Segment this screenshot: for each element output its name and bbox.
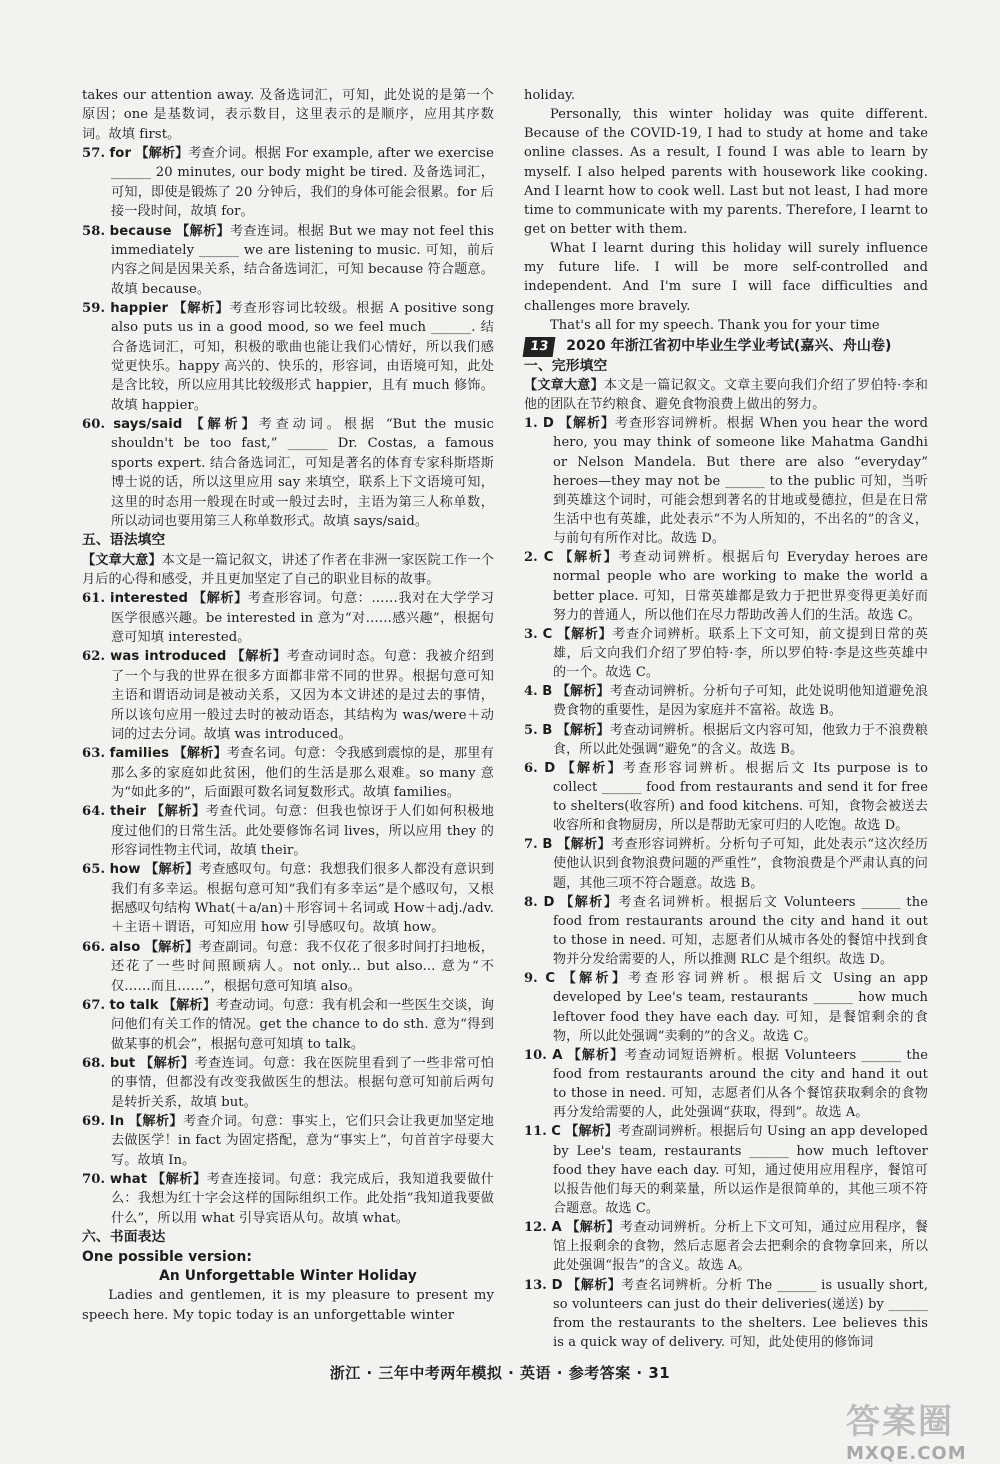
section-title-cloze: 一、完形填空 <box>524 357 608 374</box>
answer-key: C <box>542 626 553 642</box>
answer-entry <box>82 938 494 996</box>
summary-text: 本文是一篇记叙文。文章主要向我们介绍了罗伯特·李和他的团队在节约粮食、避免食物浪费上做出的努力。 <box>524 377 928 413</box>
analysis-text: 考查副词辨析。根据后句 Using an app developed by Lee's team, restaurants ______ how much leftover food they have each day. 可知，通过使用应用程序，餐馆可以报告他们每天的剩菜量，所以运作是很简单的，其他三项不符合题意。故选 C。 <box>553 1124 929 1217</box>
question-number: 4. <box>524 684 538 700</box>
analysis-text: 考查连接词。句意：我完成后，我知道我要做什么：我想为红十字会这样的国际组织工作。此处指“我知道我要做什么”，所以用 what 引导宾语从句。故填 what。 <box>111 1172 495 1226</box>
answer-entry <box>82 647 494 744</box>
analysis-text: 考查连词。根据 But we may not feel this immediately ______ we are listening to music. 可知，前后内容之间是因果关系，结合备选词汇，可知 because 符合题意。故填 because。 <box>111 223 495 297</box>
answer-key: C <box>543 550 554 566</box>
possible-version-label: One possible version: <box>82 1248 253 1265</box>
essay-paragraph: What I learnt during this holiday will surely influence my future life. I will be more self-controlled and independent. And I'm sure I will face difficulties and challenges more bravely. <box>524 241 928 314</box>
question-number: 62. <box>82 649 106 665</box>
answer-entry <box>82 144 494 221</box>
analysis-tag: 【解析】 <box>192 591 248 607</box>
answer-key: B <box>542 684 553 700</box>
answer-key: happier <box>110 300 169 316</box>
left-intro <box>82 86 494 144</box>
analysis-text: 考查感叹句。句意：我想我们很多人都没有意识到我们有多幸运。根据句意可知“我们有多幸运”是个感叹句，又根据感叹句结构 What(＋a/an)＋形容词＋名词或 How＋adj./adv.＋主语＋谓语，可知应用 how 引导感叹句。故填 how。 <box>111 862 494 936</box>
analysis-text: 考查动词。句意：我有机会和一些医生交谈，询问他们有关工作的情况。get the chance to do sth. 意为“得到做某事的机会”，根据句意可知填 to talk。 <box>111 997 494 1052</box>
analysis-text: 考查名词辨析。分析 The ______ is usually short, so volunteers can just do their deliveries(递送) by ______ from the restaurants to the shelters. Lee believes this is a quick way of delivery. 可知，此处使用的修饰词 <box>553 1277 929 1350</box>
intro-paragraph: takes our attention away. 及备选词汇，可知，此处说的是第一个原因；one 是基数词，表示数目，这里表示的是顺序，应用其序数词。故填 first。 <box>82 88 494 142</box>
answer-entry <box>524 759 928 836</box>
essay-body <box>524 105 928 335</box>
analysis-text: 考查动词。根据 “But the music shouldn't be too fast,” ______ Dr. Costas, a famous sports expert. 结合备选词汇，可知是著名的体育专家科斯塔斯博士说的话，所以这里应用 say 来填空，联系上下文语境可知，这里的时态用一般现在时或一般过去时，主语为第三人称单数，所以动词也要用第三人称单数形式。故填 says/said。 <box>111 417 494 529</box>
analysis-tag: 【解析】 <box>565 1124 618 1140</box>
answer-key: interested <box>109 591 189 607</box>
analysis-tag: 【解析】 <box>559 416 615 432</box>
answer-entry <box>524 625 928 682</box>
essay-paragraph: Ladies and gentlemen, it is my pleasure to present my speech here. My topic today is an unforgettable winter <box>82 1288 494 1323</box>
analysis-text: 考查动词短语辨析。根据 Volunteers ______ the food from restaurants around the city and hand it out to those in need. 可知，志愿者们从各个餐馆获取剩余的食物再分发给需要的人，此处强调“获取，得到”。故选 A。 <box>553 1047 929 1121</box>
answer-key: their <box>109 804 147 820</box>
question-number: 69. <box>82 1114 106 1130</box>
analysis-text: 考查名词辨析。根据后文 Volunteers ______ the food from restaurants around the city and hand it out to those in need. 可知，志愿者们从城市各处的餐馆中找到食物并分发给需要的人，所以推测 RLC 是个组织。故选 D。 <box>553 894 929 968</box>
analysis-text: 考查名词。句意：令我感到震惊的是，那里有那么多的家庭如此贫困，他们的生活是那么艰难。so many 意为“如此多的”，后面跟可数名词复数形式。故填 families。 <box>111 746 495 800</box>
page-footer: 浙江 · 三年中考两年模拟 · 英语 · 参考答案 · 31 <box>329 1364 671 1382</box>
answer-key: to talk <box>109 997 159 1013</box>
answer-key: D <box>544 760 556 776</box>
answer-entry <box>524 1276 928 1353</box>
section-title-grammar: 五、语法填空 <box>82 532 166 549</box>
analysis-text: 考查形容词比较级。根据 A positive song also puts us in a good mood, so we feel much ______. 结合备选词汇，可知，积极的歌曲也能让我们心情好，所以我们感觉更快乐。happy 高兴的、快乐的，形容词，由语境可知，此处是含比较，所以应用其比较级形式 happier，且有 much 修饰。故填 happier。 <box>111 300 495 413</box>
analysis-tag: 【解析】 <box>145 862 199 878</box>
answer-key: was introduced <box>110 649 227 665</box>
article-summary-grammar <box>82 551 494 590</box>
answer-entry <box>82 860 494 937</box>
analysis-tag: 【解析】 <box>190 417 259 433</box>
left-column <box>82 86 494 1325</box>
analysis-tag: 【解析】 <box>557 626 613 642</box>
answer-entry <box>524 682 928 720</box>
analysis-text: 考查连词。句意：我在医院里看到了一些非常可怕的事情，但都没有改变我做医生的想法。根据句意可知前后两句是转折关系，故填 but。 <box>111 1055 494 1110</box>
analysis-text: 考查代词。句意：但我也惊讶于人们如何积极地度过他们的日常生活。此处要修饰名词 lives，所以应用 they 的形容词性物主代词，故填 their。 <box>111 804 494 859</box>
essay-paragraph: Personally, this winter holiday was quite different. Because of the COVID-19, I had to study at home and take online classes. As a result, I found I was able to learn by myself. I also helped parents with housework like cooking. And I learnt how to cook well. Last but not least, I had more time to communicate with my parents. Therefore, I learnt to get on better with them. <box>524 107 929 237</box>
question-number: 10. <box>524 1047 547 1063</box>
answer-entry <box>82 222 494 299</box>
answer-list-a <box>82 144 494 531</box>
answer-entry <box>524 835 928 892</box>
answer-key: for <box>109 146 132 162</box>
answer-entry <box>82 415 494 531</box>
analysis-tag: 【解析】 <box>139 1055 195 1071</box>
question-number: 58. <box>82 223 106 239</box>
answer-entry <box>524 548 928 625</box>
answer-entry <box>82 1054 494 1112</box>
answer-key: how <box>109 862 141 878</box>
watermark <box>846 1394 986 1464</box>
analysis-tag: 【解析】 <box>128 1114 183 1130</box>
question-number: 3. <box>524 626 538 642</box>
analysis-tag: 【解析】 <box>144 939 199 955</box>
analysis-tag: 【解析】 <box>561 760 623 776</box>
answer-key: because <box>109 223 172 239</box>
answer-entry <box>82 299 494 415</box>
analysis-text: 考查动词辨析。分析句子可知，此处说明他知道避免浪费食物的重要性，是因为家庭并不富裕。故选 B。 <box>553 684 929 719</box>
answer-entry <box>524 1218 928 1275</box>
watermark-logo: 答案圈 <box>846 1402 954 1442</box>
exam-title: 2020 年浙江省初中毕业生学业考试(嘉兴、舟山卷) <box>566 338 892 355</box>
answer-key: what <box>109 1172 148 1188</box>
analysis-tag: 【解析】 <box>162 997 216 1013</box>
exam-number-badge: 13 <box>523 337 556 357</box>
question-number: 68. <box>82 1055 106 1071</box>
question-number: 64. <box>82 804 106 820</box>
answer-key: D <box>542 416 554 432</box>
question-number: 61. <box>82 591 106 607</box>
analysis-text: 考查动词辨析。根据后句 Everyday heroes are normal people who are working to make the world a better place. 可知，日常英雄都是致力于把世界变得更美好而努力的普通人，所以他们在尽力帮助改善人们的生活。故选 C。 <box>553 550 928 623</box>
summary-label: 【文章大意】 <box>524 377 604 393</box>
question-number: 59. <box>82 300 106 316</box>
answer-key: C <box>551 1124 561 1140</box>
answer-key: C <box>545 971 556 987</box>
question-number: 5. <box>524 722 538 738</box>
answer-key: D <box>543 894 555 910</box>
answer-key: B <box>542 722 553 738</box>
analysis-text: 考查形容词辨析。分析句子可知，此处表示“这次经历使他认识到食物浪费问题的严重性”，食物浪费是个严肃认真的问题，其他三项不符合题意。故选 B。 <box>553 837 929 891</box>
answer-entry <box>524 1046 928 1123</box>
analysis-tag: 【解析】 <box>150 804 206 820</box>
question-number: 9. <box>524 971 538 987</box>
question-number: 13. <box>524 1277 547 1293</box>
analysis-text: 考查介词。根据 For example, after we exercise ______ 20 minutes, our body might be tired. 及备选词汇，可知，即使是锻炼了 20 分钟后，我们的身体可能会很累。for 后接一段时间，故填 for。 <box>111 146 495 220</box>
answer-entry <box>82 1170 494 1228</box>
analysis-text: 考查动词辨析。分析上下文可知，通过应用程序，餐馆上报剩余的食物，然后志愿者会去把剩余的食物拿回来，所以此处强调“报告”的含义。故选 A。 <box>553 1220 929 1274</box>
analysis-tag: 【解析】 <box>560 894 619 910</box>
right-column <box>524 86 928 1352</box>
analysis-tag: 【解析】 <box>173 746 227 762</box>
answer-entry <box>82 1112 494 1170</box>
analysis-text: 考查动词辨析。根据后文内容可知，他致力于不浪费粮食，所以此处强调“避免”的含义。故选 B。 <box>553 722 929 757</box>
answer-entry <box>524 893 928 970</box>
analysis-tag: 【解析】 <box>556 722 610 738</box>
article-summary-cloze <box>524 376 928 414</box>
analysis-tag: 【解析】 <box>559 550 619 566</box>
analysis-tag: 【解析】 <box>151 1172 207 1188</box>
essay-continuation: holiday. <box>524 88 576 103</box>
answer-entry <box>82 744 494 802</box>
analysis-text: 考查形容词辨析。根据 When you hear the word hero, you may think of someone like Mahatma Gandhi or Nelson Mandela. But there are also “everyday” heroes—they may not be ______ to the public 可知，当听到英雄这个词时，可能会想到著名的甘地或曼德拉，但是在日常生活中也有英雄，此处表示“不为人所知的，不出名的”的含义，与前句有所作对比。故选 D。 <box>553 416 929 547</box>
answer-key: A <box>551 1220 562 1236</box>
summary-label: 【文章大意】 <box>82 552 162 568</box>
question-number: 70. <box>82 1172 106 1188</box>
question-number: 66. <box>82 939 106 955</box>
answer-key: says/said <box>113 417 183 433</box>
answer-key: families <box>109 746 170 762</box>
answer-entry <box>524 414 928 548</box>
analysis-tag: 【解析】 <box>567 1047 625 1063</box>
answer-key: A <box>552 1047 563 1063</box>
exam-header <box>524 337 928 357</box>
analysis-tag: 【解析】 <box>557 837 612 853</box>
answer-entry <box>82 996 494 1054</box>
analysis-text: 考查形容词。句意：……我对在大学学习医学很感兴趣。be interested in 意为“对……感兴趣”，根据句意可知填 interested。 <box>111 591 495 646</box>
answer-key: In <box>109 1114 125 1130</box>
essay-title: An Unforgettable Winter Holiday <box>159 1267 417 1284</box>
answer-entry <box>524 1122 928 1218</box>
analysis-text: 考查形容词辨析。根据后文 Its purpose is to collect ______ food from restaurants and send it for free to shelters(收容所) and food kitchens. 可知，食物会被送去收容所和食物厨房，所以是帮助无家可归的人吃饱。故选 D。 <box>553 760 928 834</box>
analysis-tag: 【解析】 <box>562 971 629 987</box>
answer-key: also <box>109 939 141 955</box>
analysis-tag: 【解析】 <box>176 223 230 239</box>
analysis-text: 考查介词。句意：事实上，它们只会让我更加坚定地去做医学！in fact 为固定搭配，意为“事实上”，句首首字母要大写。故填 In。 <box>111 1114 495 1168</box>
question-number: 63. <box>82 746 106 762</box>
analysis-text: 考查副词。句意：我不仅花了很多时间打扫地板，还花了一些时间照顾病人。not only... but also... 意为“不仅……而且……”，根据句意可知填 also。 <box>111 939 495 994</box>
analysis-text: 考查介词辨析。联系上下文可知，前文提到日常的英雄，后文向我们介绍了罗伯特·李，所以罗伯特·李是这些英雄中的一个。故选 C。 <box>553 626 928 681</box>
essay-paragraph: That's all for my speech. Thank you for your time <box>550 317 880 333</box>
question-number: 57. <box>82 146 106 162</box>
analysis-tag: 【解析】 <box>231 649 287 665</box>
question-number: 12. <box>524 1220 547 1236</box>
question-number: 6. <box>524 760 538 776</box>
answer-key: B <box>542 837 553 853</box>
analysis-tag: 【解析】 <box>567 1277 622 1293</box>
watermark-site: MXQE.COM <box>846 1443 967 1464</box>
question-number: 2. <box>524 550 538 566</box>
answer-entry <box>524 721 928 759</box>
question-number: 8. <box>524 894 538 910</box>
analysis-tag: 【解析】 <box>556 684 610 700</box>
question-number: 11. <box>524 1124 547 1140</box>
answer-entry <box>82 589 494 647</box>
analysis-tag: 【解析】 <box>135 146 189 162</box>
answer-entry <box>82 802 494 860</box>
analysis-text: 考查动词时态。句意：我被介绍到了一个与我的世界在很多方面都非常不同的世界。根据句意可知主语和谓语动词是被动关系，又因为本文讲述的是过去的事情，所以该句应用一般过去时的被动语态，其结构为 was/were＋动词的过去分词。故填 was introduced。 <box>111 649 495 742</box>
question-number: 7. <box>524 837 538 853</box>
question-number: 60. <box>82 417 106 433</box>
answer-key: D <box>551 1277 563 1293</box>
summary-text: 本文是一篇记叙文，讲述了作者在非洲一家医院工作一个月后的心得和感受，并且更加坚定了自己的职业目标的故事。 <box>82 552 494 587</box>
question-number: 67. <box>82 997 106 1013</box>
question-number: 1. <box>524 416 538 432</box>
section-title-writing: 六、书面表达 <box>82 1229 166 1246</box>
answer-list-cloze <box>524 414 928 1352</box>
analysis-tag: 【解析】 <box>566 1220 620 1236</box>
answer-key: but <box>109 1055 136 1071</box>
analysis-text: 考查形容词辨析。根据后文 Using an app developed by Lee's team, restaurants ______ how much leftover food they have each day. 可知，是餐馆剩余的食物，所以此处强调“卖剩的”的含义。故选 C。 <box>553 971 929 1044</box>
answer-entry <box>524 969 928 1046</box>
analysis-tag: 【解析】 <box>173 300 230 316</box>
question-number: 65. <box>82 862 106 878</box>
answer-list-b <box>82 589 494 1228</box>
